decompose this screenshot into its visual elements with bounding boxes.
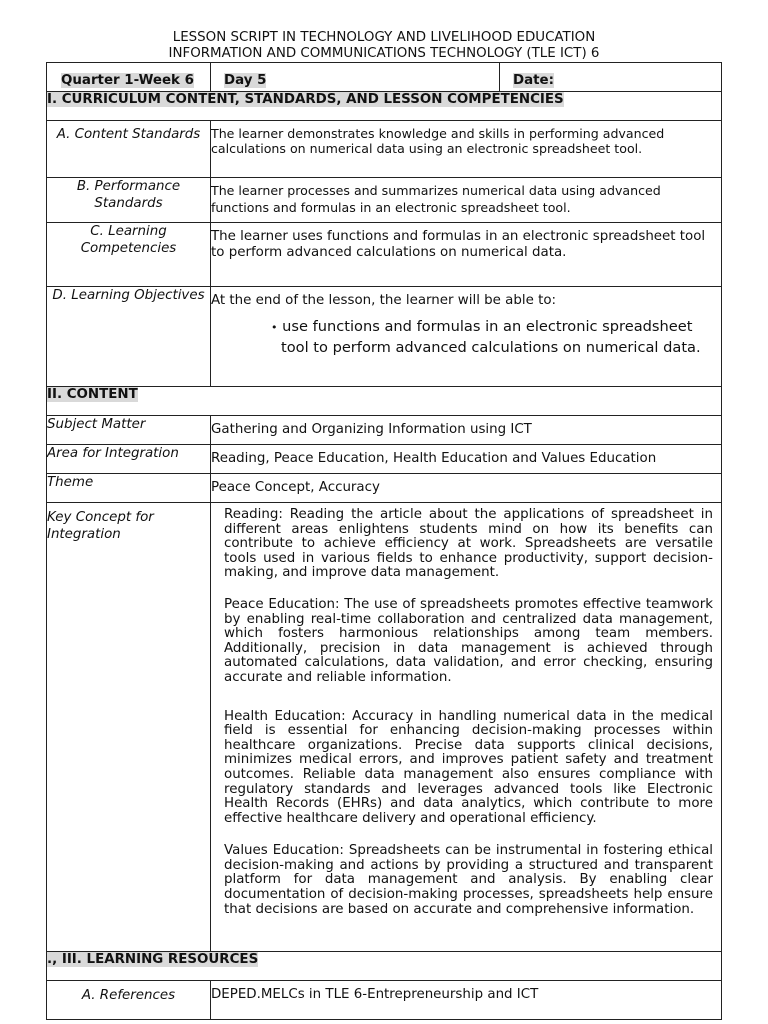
performance-standards-label: B. Performance Standards [47, 178, 211, 223]
key-concept-label: Key Concept for Integration [47, 503, 211, 952]
area-integration-row [47, 445, 722, 474]
document-title: LESSON SCRIPT IN TECHNOLOGY AND LIVELIHOOD EDUCATION [172, 30, 596, 45]
bullet-icon: • [271, 321, 278, 334]
learning-objectives-intro: At the end of the lesson, the learner will be able to: [211, 293, 557, 308]
learning-objective-item [211, 317, 721, 358]
learning-competencies-text: The learner uses functions and formulas in an electronic spreadsheet tool to perform advanced calculations on numerical data. [211, 223, 722, 287]
references-value: DEPED.MELCs in TLE 6-Entrepreneurship and ICT [211, 981, 722, 1020]
lesson-table [46, 62, 722, 1020]
subject-matter-label: Subject Matter [47, 416, 211, 445]
section-heading-row [47, 92, 722, 121]
learning-objectives-row [47, 287, 722, 387]
references-label: A. References [47, 981, 211, 1020]
theme-value: Peace Concept, Accuracy [211, 474, 722, 503]
theme-label: Theme [47, 474, 211, 503]
performance-standards-row [47, 178, 722, 223]
date-label: Date: [513, 73, 554, 88]
section3-title: ., III. LEARNING RESOURCES [47, 952, 259, 967]
content-standards-row [47, 121, 722, 178]
section2-title: II. CONTENT [47, 387, 138, 402]
section2-heading-row [47, 387, 722, 416]
key-concept-row [47, 503, 722, 952]
health-education-paragraph: Health Education: Accuracy in handling numerical data in the medical field is essential for enhancing decision-making processes within healthcare organizations. Precise data supports clinical decisions, minimizes medical errors, and improves patient safety and treatment outcomes. Reliable data management also ensures compliance with regulatory standards and leverages advanced tools like Electronic Health Records (EHRs) and data analytics, which contribute to more effective healthcare delivery and operational efficiency. [224, 708, 713, 826]
learning-competencies-row [47, 223, 722, 287]
area-integration-label: Area for Integration [47, 445, 211, 474]
document-subtitle: INFORMATION AND COMMUNICATIONS TECHNOLOGY (TLE ICT) 6 [168, 46, 600, 61]
subject-matter-value: Gathering and Organizing Information using ICT [211, 416, 722, 445]
quarter-label: Quarter 1-Week 6 [61, 73, 194, 88]
section3-heading-row [47, 952, 722, 981]
section1-title: I. CURRICULUM CONTENT, STANDARDS, AND LESSON COMPETENCIES [47, 92, 564, 107]
values-education-paragraph: Values Education: Spreadsheets can be instrumental in fostering ethical decision-making and actions by providing a structured and transparent platform for data management and analysis. By enabling clear documentation of decision-making processes, spreadsheets help ensure that decisions are based on accurate and comprehensive information. [224, 843, 713, 917]
theme-row [47, 474, 722, 503]
references-row [47, 981, 722, 1020]
learning-objectives-label: D. Learning Objectives [47, 287, 211, 387]
area-integration-value: Reading, Peace Education, Health Education and Values Education [211, 445, 722, 474]
day-label: Day 5 [224, 73, 267, 88]
peace-education-paragraph: Peace Education: The use of spreadsheets promotes effective teamwork by enabling real-time collaboration and centralized data management, which fosters harmonious relationships among team members. Additionally, precision in data management is achieved through automated calculations, data validation, and error checking, ensuring accurate and reliable information. [224, 596, 713, 685]
learning-objective-text: use functions and formulas in an electronic spreadsheet tool to perform advanced calculations on numerical data. [281, 318, 701, 356]
quarter-row [47, 63, 722, 92]
performance-standards-text: The learner processes and summarizes numerical data using advanced functions and formulas in an electronic spreadsheet tool. [211, 183, 661, 215]
reading-paragraph: Reading: Reading the article about the applications of spreadsheet in different areas enlightens students mind on how its benefits can contribute to achieve efficiency at work. Spreadsheets are versatile tools used in various fields to enhance productivity, support decision-making, and improve data management. [224, 507, 713, 581]
content-standards-text: The learner demonstrates knowledge and skills in performing advanced calculations on numerical data using an electronic spreadsheet tool. [211, 121, 722, 178]
learning-competencies-label: C. Learning Competencies [47, 223, 211, 287]
content-standards-label: A. Content Standards [47, 121, 211, 178]
subject-matter-row [47, 416, 722, 445]
